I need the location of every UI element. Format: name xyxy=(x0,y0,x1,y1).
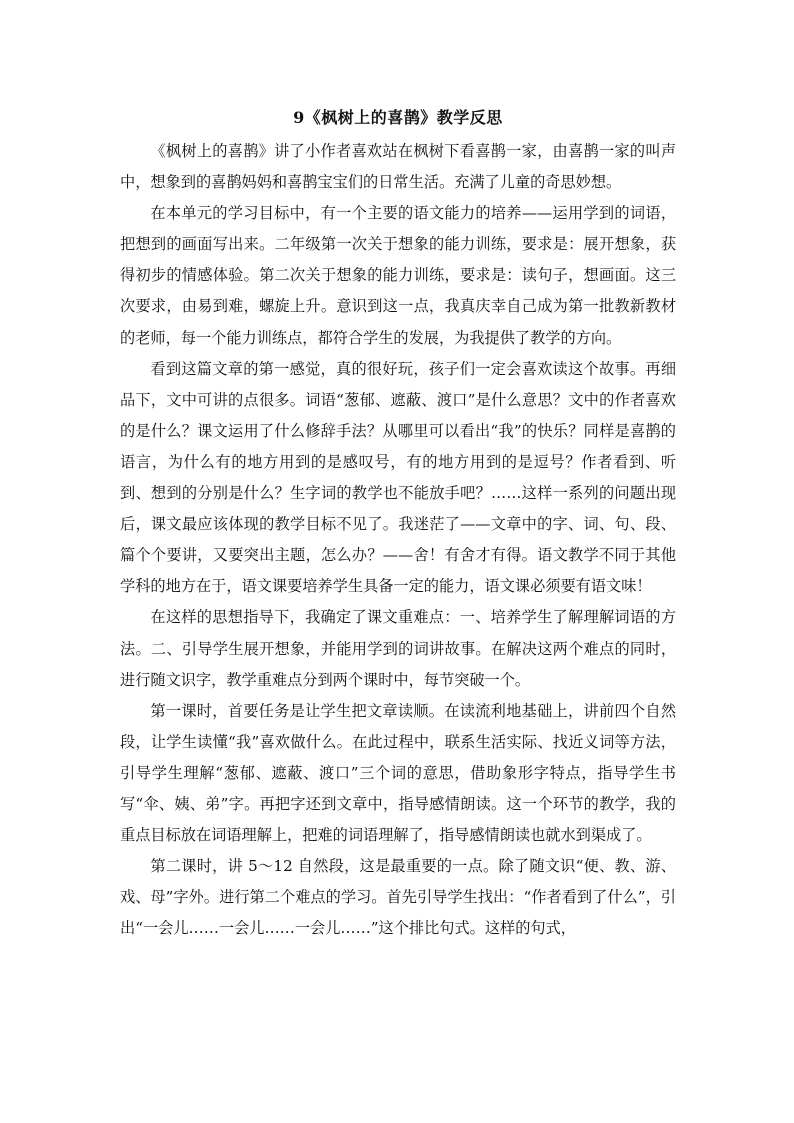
paragraph-unit-goals: 在本单元的学习目标中，有一个主要的语文能力的培养——运用学到的词语，把想到的画面写出来。二年级第一次关于想象的能力训练，要求是：展开想象，获得初步的情感体验。第二次关于想象的能力训练，要求是：读句子，想画面。这三次要求，由易到难，螺旋上升。意识到这一点，我真庆幸自己成为第一批教新教材的老师，每一个能力训练点，都符合学生的发展，为我提供了教学的方向。 xyxy=(120,204,676,347)
paragraph-key-points: 在这样的思想指导下，我确定了课文重难点：一、培养学生了解理解词语的方法。二、引导学生展开想象，并能用学到的词讲故事。在解决这两个难点的同时，进行随文识字，教学重难点分到两个课时中，每节突破一个。 xyxy=(120,608,676,689)
paragraph-lesson-two: 第二课时，讲 5～12 自然段，这是最重要的一点。除了随文识“便、教、游、戏、母”字外。进行第二个难点的学习。首先引导学生找出：“作者看到了什么”，引出“一会儿……一会儿……一会儿……”这个排比句式。这样的句式， xyxy=(120,857,676,938)
document-body xyxy=(120,100,676,944)
paragraph-first-impression: 看到这篇文章的第一感觉，真的很好玩，孩子们一定会喜欢读这个故事。再细品下，文中可讲的点很多。词语“葱郁、遮蔽、渡口”是什么意思？文中的作者喜欢的是什么？课文运用了什么修辞手法？从哪里可以看出“我”的快乐？同样是喜鹊的语言，为什么有的地方用到的是感叹号，有的地方用到的是逗号？作者看到、听到、想到的分别是什么？生字词的教学也不能放手吧？……这样一系列的问题出现后，课文最应该体现的教学目标不见了。我迷茫了——文章中的字、词、句、段、篇个个要讲，又要突出主题，怎么办？——舍！有舍才有得。语文教学不同于其他学科的地方在于，语文课要培养学生具备一定的能力，语文课必须要有语文味！ xyxy=(120,359,676,596)
paragraph-lesson-one: 第一课时，首要任务是让学生把文章读顺。在读流利地基础上，讲前四个自然段，让学生读懂“我”喜欢做什么。在此过程中，联系生活实际、找近义词等方法，引导学生理解“葱郁、遮蔽、渡口”三个词的意思，借助象形字特点，指导学生书写“伞、姨、弟”字。再把字还到文章中，指导感情朗读。这一个环节的教学，我的重点目标放在词语理解上，把难的词语理解了，指导感情朗读也就水到渠成了。 xyxy=(120,701,676,845)
paragraph-intro: 《枫树上的喜鹊》讲了小作者喜欢站在枫树下看喜鹊一家，由喜鹊一家的叫声中，想象到的喜鹊妈妈和喜鹊宝宝们的日常生活。充满了儿童的奇思妙想。 xyxy=(120,142,676,192)
document-title: 9《枫树上的喜鹊》教学反思 xyxy=(293,108,503,127)
